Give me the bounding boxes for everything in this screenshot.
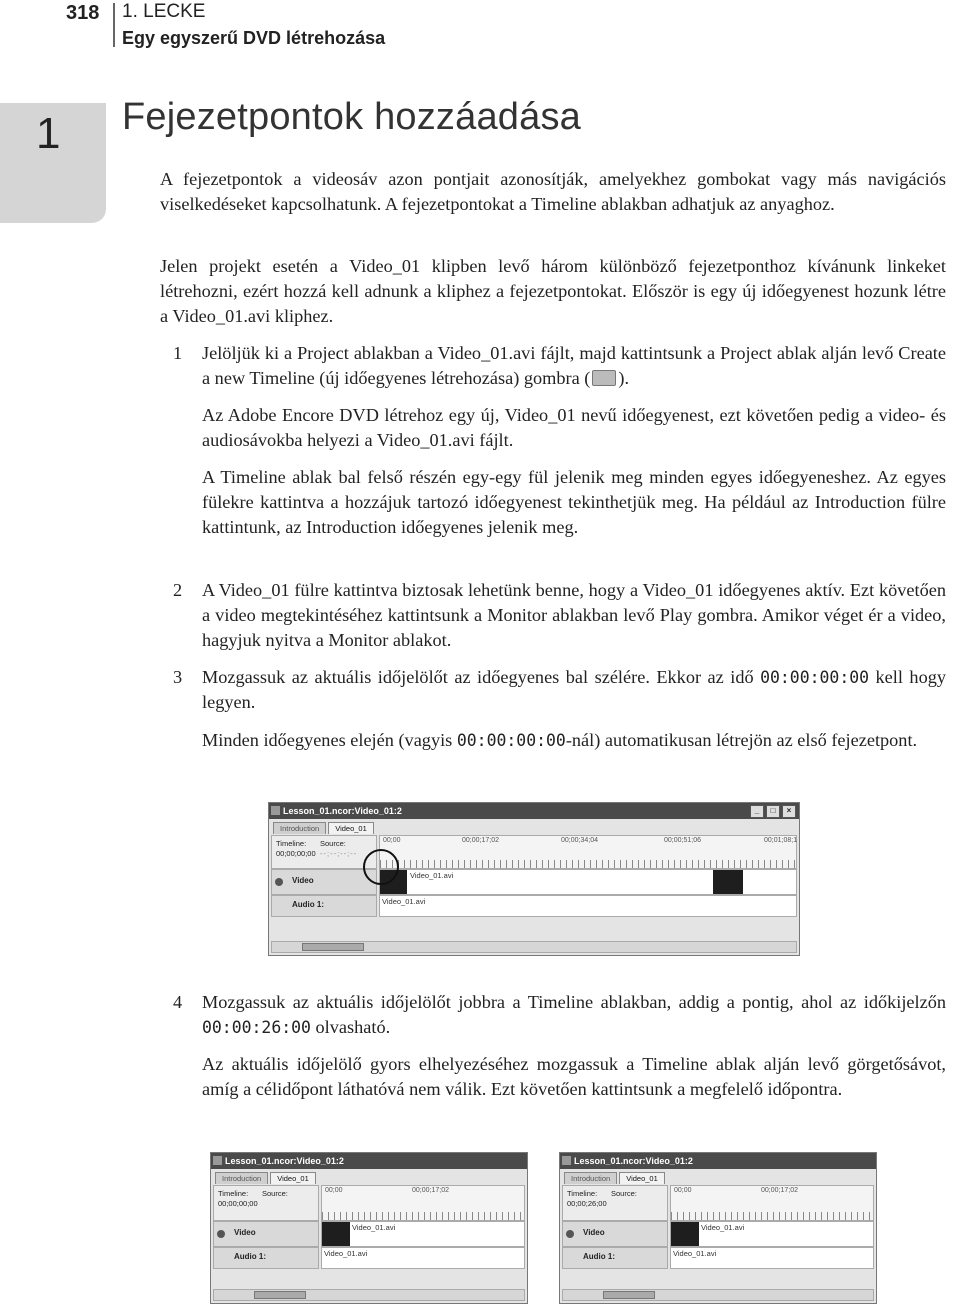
video-lane[interactable] — [321, 1221, 525, 1247]
timecode-panel: Timeline: 00;00;26;00 Source: — [562, 1185, 668, 1221]
video-track-header[interactable]: Video — [562, 1221, 668, 1247]
step-1-note-2: A Timeline ablak bal felső részén egy-egy fül jelenik meg minden egyes időegyeneshez. Az egyes fülekre kattintva a hozzájuk tartozó időegyenest tekinthetjük meg. Ha például az Introduction fülre kattintunk, az Introduction időegyenes jelenik meg. — [202, 467, 946, 537]
tab-video-01[interactable]: Video_01 — [270, 1172, 316, 1184]
section-title: Fejezetpontok hozzáadása — [122, 96, 582, 138]
horizontal-scrollbar[interactable] — [213, 1289, 525, 1301]
timecode-panel: Timeline: 00;00;00;00 Source: — [213, 1185, 319, 1221]
timecode: 00:00:26:00 — [202, 1018, 311, 1037]
minimize-button[interactable]: _ — [750, 805, 764, 818]
scrollbar-thumb[interactable] — [254, 1291, 306, 1299]
window-titlebar: Lesson_01.ncor:Video_01:2 — [211, 1153, 527, 1169]
step-2-number: 2 — [173, 580, 183, 600]
lesson-tab — [0, 103, 106, 223]
intro-paragraph-1: A fejezetpontok a videosáv azon pontjait azonosítják, amelyekhez gombokat vagy más navigációs viselkedéseket kapcsolhatunk. A fejezetpontokat a Timeline ablakban adhatjuk az anyaghoz. — [160, 169, 946, 214]
step-4-text: Mozgassuk az aktuális időjelölőt jobbra a Timeline ablakban, addig a pontig, ahol az időkijelzőn 00:00:26:00 olvasható. — [202, 992, 946, 1037]
clip-label: Video_01.avi — [410, 871, 454, 880]
step-4-note: Az aktuális időjelölő gyors elhelyezéséhez mozgassuk a Timeline ablak alján levő görgetősávot, amíg a célidőpont láthatóvá nem válik. Ezt követően kattintsunk a megfelelő időpontra. — [202, 1054, 946, 1099]
time-ruler[interactable]: 00;00 00;00;17;02 00;00;34;04 00;00;51;06 00;01;08;1 — [379, 835, 797, 869]
step-4-number: 4 — [173, 992, 183, 1012]
video-clip-thumbnail — [322, 1222, 350, 1246]
close-button[interactable]: × — [782, 805, 796, 818]
timeline-screenshot-1 — [268, 802, 800, 956]
timecode: 00:00:00:00 — [760, 668, 870, 687]
window-titlebar: Lesson_01.ncor:Video_01:2 — [560, 1153, 876, 1169]
step-2-text: A Video_01 fülre kattintva biztosak lehetünk benne, hogy a Video_01 időegyenes aktív. Ezt követően a video megtekintéséhez kattintsunk a Monitor ablakban levő Play gombra. Amikor véget ér a video, hagyjuk nyitva a Monitor ablakot. — [202, 580, 946, 650]
eye-icon[interactable] — [566, 1230, 574, 1238]
lesson-label: 1. LECKE — [122, 1, 206, 22]
eye-icon[interactable] — [275, 878, 283, 886]
lesson-title: Egy egyszerű DVD létrehozása — [122, 28, 386, 48]
step-1-note-1: Az Adobe Encore DVD létrehoz egy új, Video_01 nevű időegyenest, ezt követően pedig a video- és audiosávokba helyezi a Video_01.avi fájlt. — [202, 405, 946, 450]
audio-lane[interactable] — [379, 895, 797, 917]
horizontal-scrollbar[interactable] — [271, 941, 797, 953]
timecode: 00:00:00:00 — [456, 731, 566, 750]
audio-lane[interactable] — [670, 1247, 874, 1269]
tab-introduction[interactable]: Introduction — [215, 1172, 268, 1184]
horizontal-scrollbar[interactable] — [562, 1289, 874, 1301]
clip-label: Video_01.avi — [673, 1249, 717, 1258]
step-3-note: Minden időegyenes elején (vagyis 00:00:00:00-nál) automatikusan létrejön az első fejezetpont. — [202, 730, 918, 750]
window-titlebar: Lesson_01.ncor:Video_01:2 _ □ × — [269, 803, 799, 819]
tab-video-01[interactable]: Video_01 — [328, 822, 374, 834]
eye-icon[interactable] — [217, 1230, 225, 1238]
page-number: 318 — [66, 2, 100, 24]
new-timeline-icon — [592, 370, 616, 386]
video-clip-thumbnail — [713, 870, 743, 894]
audio-lane[interactable] — [321, 1247, 525, 1269]
video-track-header[interactable]: Video — [271, 869, 377, 895]
step-3-text: Mozgassuk az aktuális időjelölőt az időegyenes bal szélére. Ekkor az idő 00:00:00:00 kell hogy legyen. — [202, 667, 946, 712]
scrollbar-thumb[interactable] — [302, 943, 364, 951]
audio-track-header[interactable]: Audio 1: — [213, 1247, 319, 1269]
highlight-circle — [363, 849, 399, 885]
timeline-screenshot-2 — [210, 1152, 528, 1304]
time-ruler[interactable]: 00;00 00;00;17;02 — [321, 1185, 525, 1221]
scrollbar-thumb[interactable] — [603, 1291, 655, 1299]
video-lane[interactable] — [379, 869, 797, 895]
app-icon — [562, 1156, 571, 1165]
audio-track-header[interactable]: Audio 1: — [271, 895, 377, 917]
video-track-header[interactable]: Video — [213, 1221, 319, 1247]
timecode-display: 00;00;00;00 — [218, 1199, 258, 1208]
app-icon — [271, 806, 280, 815]
intro-paragraph-2: Jelen projekt esetén a Video_01 klipben levő három különböző fejezetponthoz kívánunk linkeket létrehozni, ezért hozzá kell adnunk a kliphez a fejezetpontokat. Először is egy új időegyenest hozunk létre a Video_01.avi kliphez. — [160, 256, 946, 326]
clip-label: Video_01.avi — [352, 1223, 396, 1232]
tab-video-01[interactable]: Video_01 — [619, 1172, 665, 1184]
time-ruler[interactable]: 00;00 00;00;17;02 — [670, 1185, 874, 1221]
timecode-panel: Timeline: 00;00;00;00 Source: --;--;--;-- — [271, 835, 377, 869]
timeline-screenshot-3 — [559, 1152, 877, 1304]
step-3-number: 3 — [173, 667, 183, 687]
lesson-tab-number: 1 — [36, 109, 61, 158]
video-clip-thumbnail — [671, 1222, 699, 1246]
header-divider — [113, 3, 115, 47]
audio-track-header[interactable]: Audio 1: — [562, 1247, 668, 1269]
timecode-display: 00;00;26;00 — [567, 1199, 607, 1208]
tab-introduction[interactable]: Introduction — [564, 1172, 617, 1184]
clip-label: Video_01.avi — [382, 897, 426, 906]
maximize-button[interactable]: □ — [766, 805, 780, 818]
tab-introduction[interactable]: Introduction — [273, 822, 326, 834]
step-1-number: 1 — [173, 343, 183, 363]
app-icon — [213, 1156, 222, 1165]
step-1-text: Jelöljük ki a Project ablakban a Video_01.avi fájlt, majd kattintsunk a Project ablak alján levő Create a new Timeline (új időegyenes létrehozása) gombra ( ). — [202, 343, 946, 388]
clip-label: Video_01.avi — [324, 1249, 368, 1258]
video-lane[interactable] — [670, 1221, 874, 1247]
timecode-display: 00;00;00;00 — [276, 849, 316, 858]
clip-label: Video_01.avi — [701, 1223, 745, 1232]
